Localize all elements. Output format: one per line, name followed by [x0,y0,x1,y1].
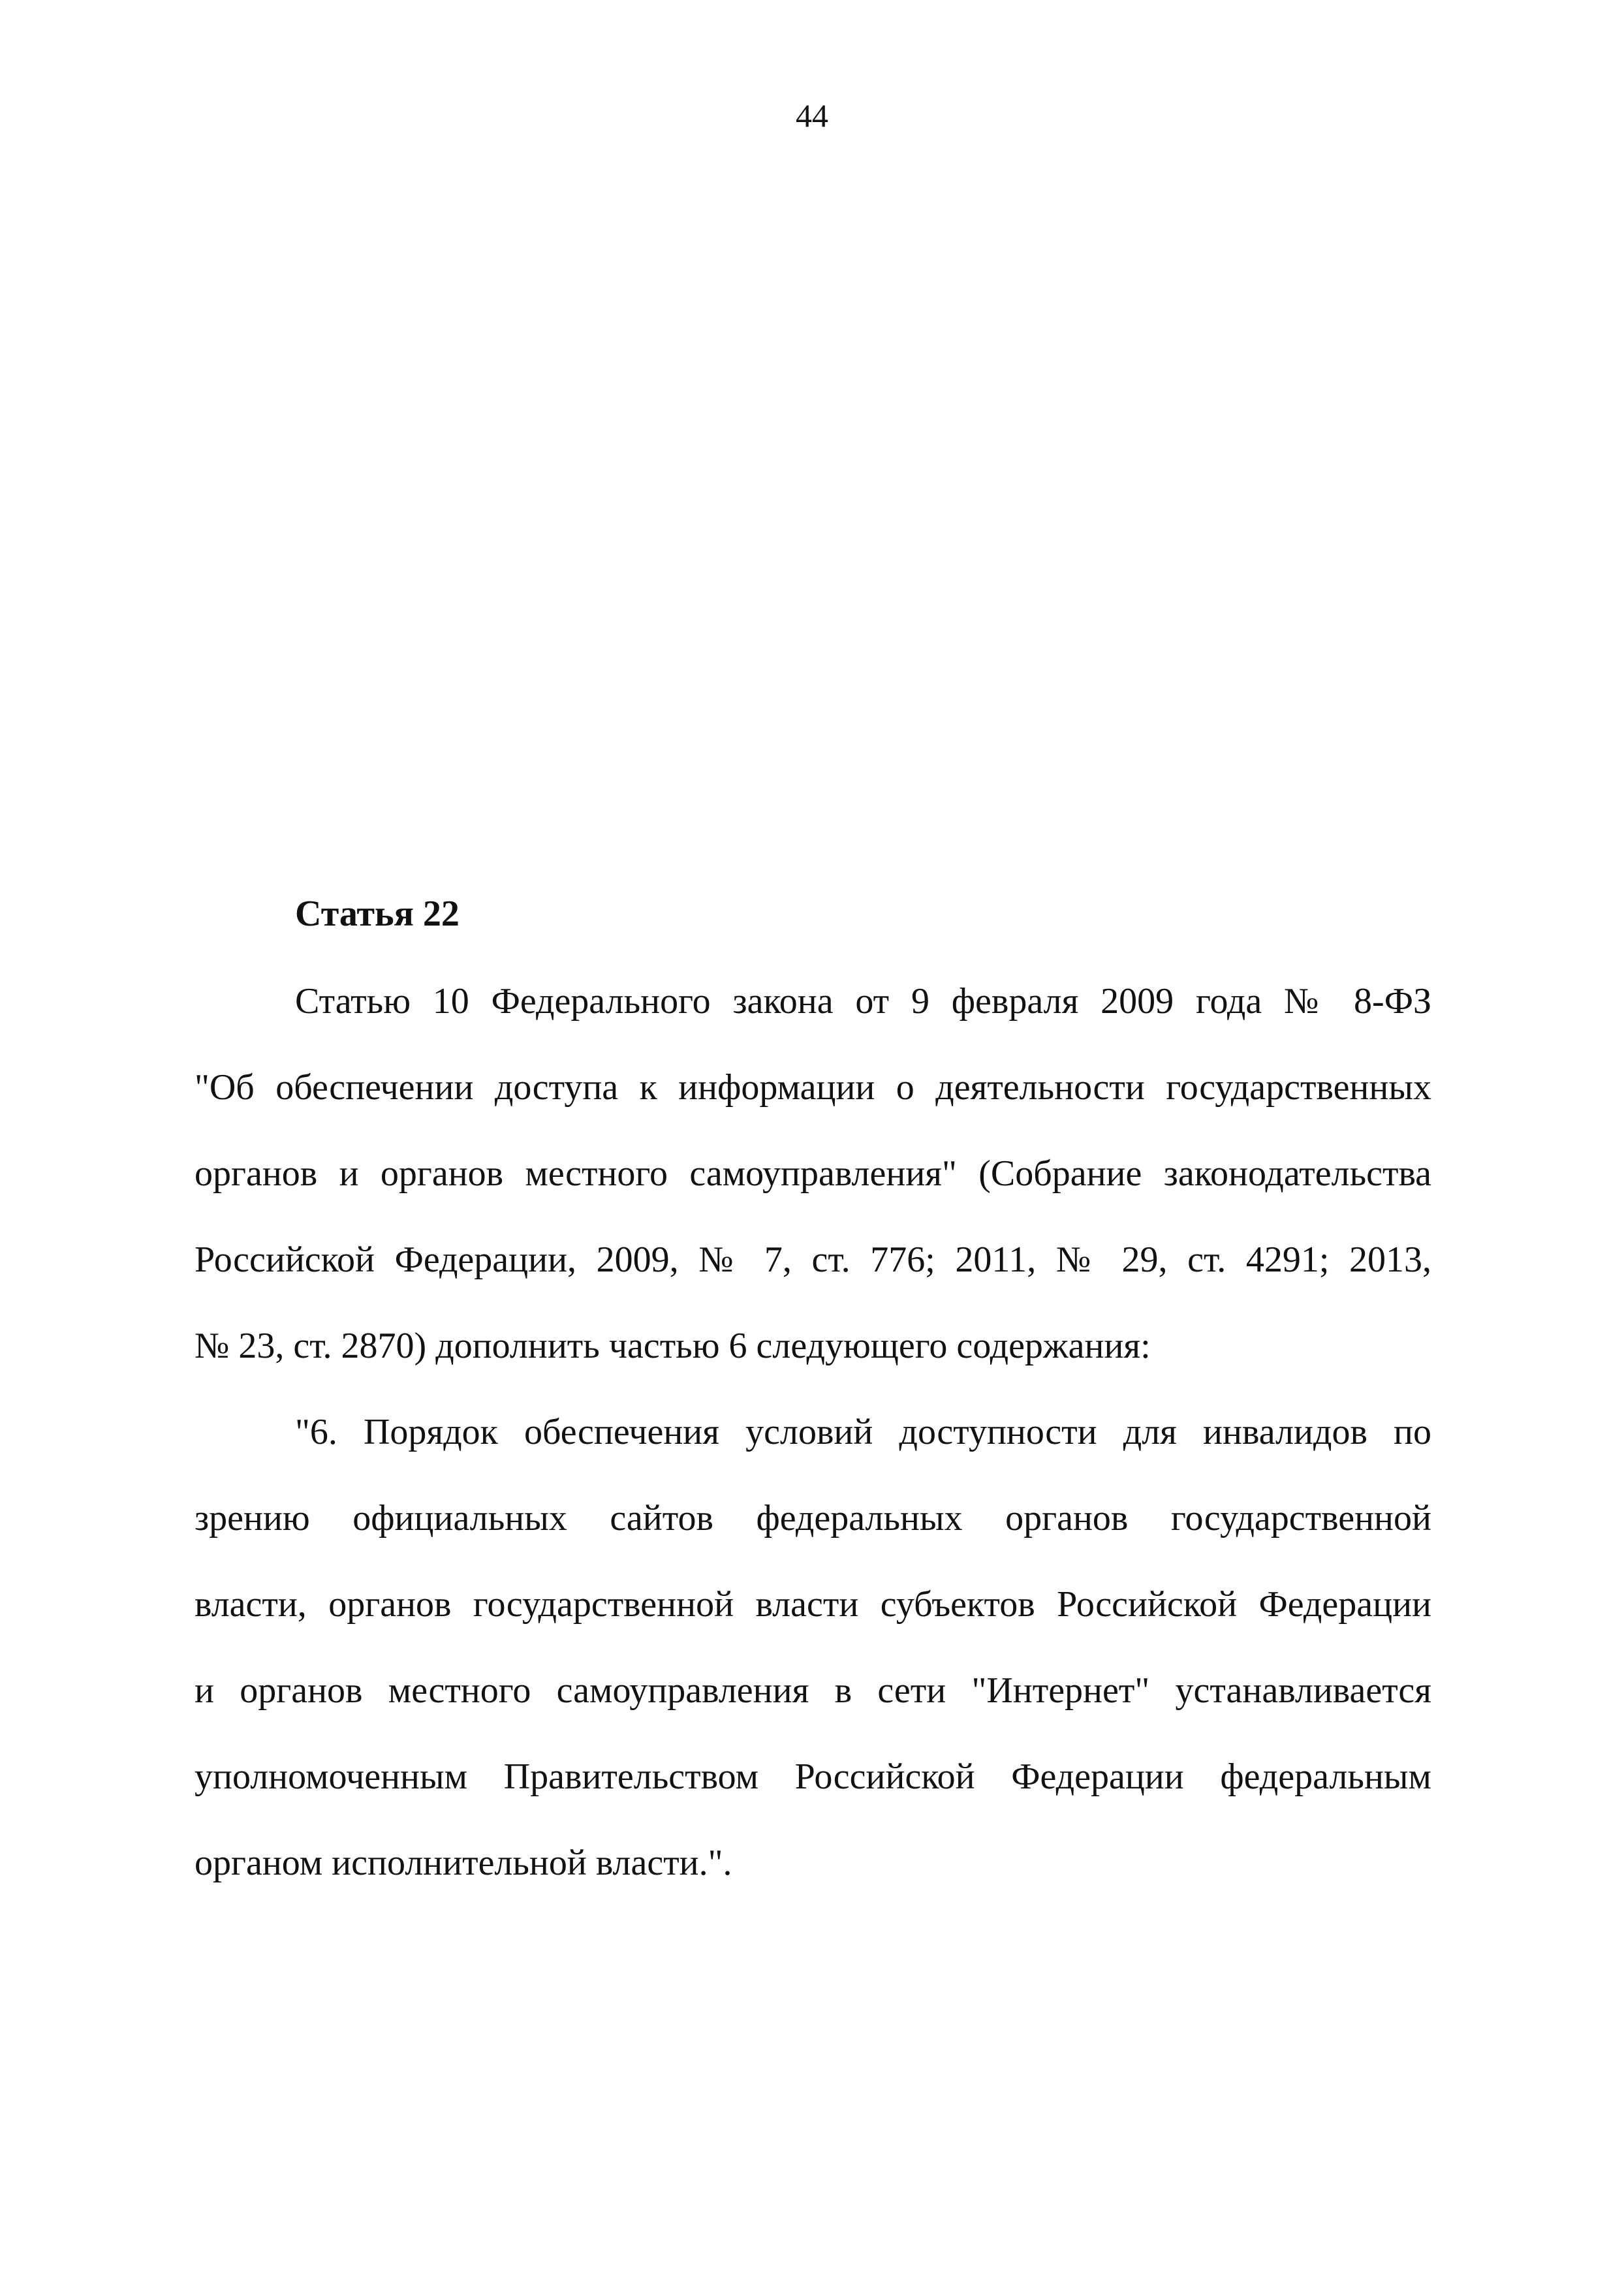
quoted-paragraph-line: уполномоченным Правительством Российской Федерации федеральным [195,1756,1431,1797]
paragraph-line: Российской Федерации, 2009, № 7, ст. 776; 2011, № 29, ст. 4291; 2013, [195,1240,1431,1280]
paragraph-line: Статью 10 Федерального закона от 9 февраля 2009 года № 8-ФЗ [295,981,1431,1022]
article-title: Статья 22 [295,894,460,934]
page-number: 44 [796,97,828,134]
paragraph-line: № 23, ст. 2870) дополнить частью 6 следующего содержания: [195,1326,1151,1366]
paragraph-line: "Об обеспечении доступа к информации о деятельности государственных [195,1067,1431,1108]
quoted-paragraph-line: "6. Порядок обеспечения условий доступности для инвалидов по [295,1412,1431,1452]
quoted-paragraph-line: власти, органов государственной власти субъектов Российской Федерации [195,1584,1431,1625]
quoted-paragraph-line: органом исполнительной власти.". [195,1843,732,1883]
quoted-paragraph-line: зрению официальных сайтов федеральных органов государственной [195,1498,1431,1538]
quoted-paragraph-line: и органов местного самоуправления в сети "Интернет" устанавливается [195,1670,1431,1711]
paragraph-line: органов и органов местного самоуправления" (Собрание законодательства [195,1153,1431,1194]
